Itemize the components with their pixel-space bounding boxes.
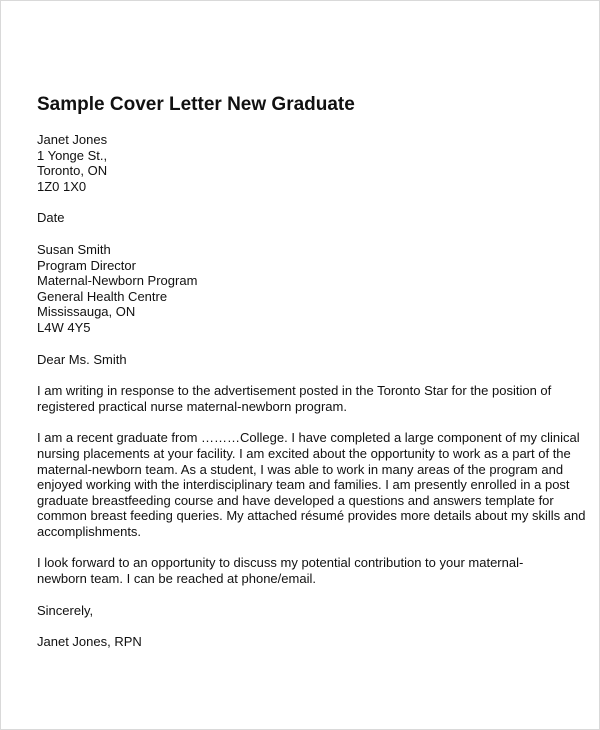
- closing: [37, 603, 573, 619]
- paragraph-line: maternal-newborn team. As a student, I was able to work in many areas of the program and: [37, 461, 564, 477]
- closing-text: Sincerely,: [37, 602, 94, 618]
- paragraph-line: I look forward to an opportunity to discuss my potential contribution to your maternal-: [37, 555, 524, 571]
- paragraph-2: [37, 430, 586, 539]
- sender-street: 1 Yonge St.,: [37, 147, 108, 163]
- paragraph-line: accomplishments.: [37, 523, 142, 539]
- paragraph-line: common breast feeding queries. My attached résumé provides more details about my skills and: [37, 508, 586, 524]
- recipient-title: Program Director: [37, 257, 136, 273]
- sender-postal: 1Z0 1X0: [37, 178, 87, 194]
- salutation: [37, 352, 573, 368]
- paragraph-line: newborn team. I can be reached at phone/email.: [37, 571, 316, 587]
- recipient-city: Mississauga, ON: [37, 304, 136, 320]
- paragraph-line: I am writing in response to the advertisement posted in the Toronto Star for the position of: [37, 383, 552, 399]
- recipient-organization: General Health Centre: [37, 288, 168, 304]
- paragraph-line: I am a recent graduate from ………College. I have completed a large component of my clinical: [37, 430, 580, 446]
- paragraph-line: registered practical nurse maternal-newborn program.: [37, 398, 347, 414]
- recipient-name: Susan Smith: [37, 241, 111, 257]
- sender-city: Toronto, ON: [37, 163, 108, 179]
- paragraph-1: [37, 383, 573, 414]
- document-title: Sample Cover Letter New Graduate: [37, 94, 355, 115]
- recipient-address: [37, 242, 573, 336]
- paragraph-3: [37, 555, 573, 586]
- sender-name: Janet Jones: [37, 132, 108, 147]
- paragraph-line: graduate breastfeeding course and have developed a questions and answers template for: [37, 492, 554, 508]
- signature-text: Janet Jones, RPN: [37, 634, 142, 650]
- recipient-program: Maternal-Newborn Program: [37, 273, 198, 289]
- recipient-postal: L4W 4Y5: [37, 319, 91, 335]
- signature: [37, 634, 573, 650]
- letter-content: [37, 93, 586, 650]
- letter-date: [37, 210, 573, 226]
- paragraph-line: nursing placements at your facility. I am excited about the opportunity to work as a part of the: [37, 445, 571, 461]
- paragraph-line: enjoyed working with the interdisciplinary team and families. I am presently enrolled in a post: [37, 477, 570, 493]
- sender-address: [37, 132, 573, 194]
- date-text: Date: [37, 210, 65, 226]
- salutation-text: Dear Ms. Smith: [37, 351, 127, 367]
